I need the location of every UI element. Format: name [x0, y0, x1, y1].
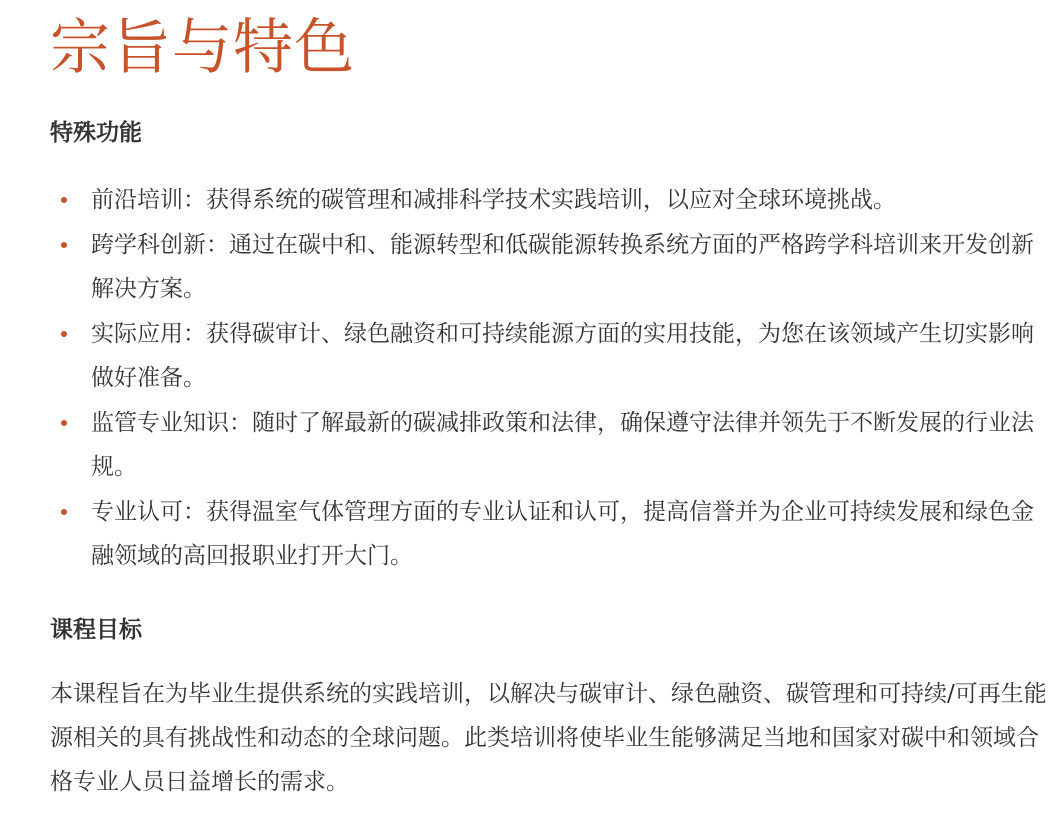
- goals-heading: 课程目标: [50, 617, 142, 643]
- feature-text: 专业认可：获得温室气体管理方面的专业认证和认可，提高信誉并为企业可持续发展和绿色金融领域的高回报职业打开大门。: [91, 499, 1034, 569]
- feature-item: [50, 401, 1050, 489]
- feature-text: 监管专业知识：随时了解最新的碳减排政策和法律，确保遵守法律并领先于不断发展的行业法规。: [91, 410, 1034, 480]
- goals-paragraph: 本课程旨在为毕业生提供系统的实践培训，以解决与碳审计、绿色融资、碳管理和可持续/可再生能源相关的具有挑战性和动态的全球问题。此类培训将使毕业生能够满足当地和国家对碳中和领域合格专业人员日益增长的需求。: [50, 681, 1047, 795]
- bullet-icon: [61, 420, 67, 426]
- feature-text: 实际应用：获得碳审计、绿色融资和可持续能源方面的实用技能，为您在该领域产生切实影响做好准备。: [91, 321, 1034, 391]
- feature-text: 前沿培训：获得系统的碳管理和减排科学技术实践培训，以应对全球环境挑战。: [91, 187, 896, 213]
- bullet-icon: [61, 509, 67, 515]
- feature-item: [50, 312, 1050, 400]
- feature-list: [50, 178, 1050, 579]
- bullet-icon: [61, 331, 67, 337]
- bullet-icon: [61, 197, 67, 203]
- bullet-icon: [61, 242, 67, 248]
- features-heading: 特殊功能: [50, 120, 142, 146]
- page-title: 宗旨与特色: [50, 13, 355, 83]
- feature-item: [50, 178, 1050, 222]
- feature-item: [50, 490, 1050, 578]
- feature-item: [50, 223, 1050, 311]
- feature-text: 跨学科创新：通过在碳中和、能源转型和低碳能源转换系统方面的严格跨学科培训来开发创新解决方案。: [91, 232, 1034, 302]
